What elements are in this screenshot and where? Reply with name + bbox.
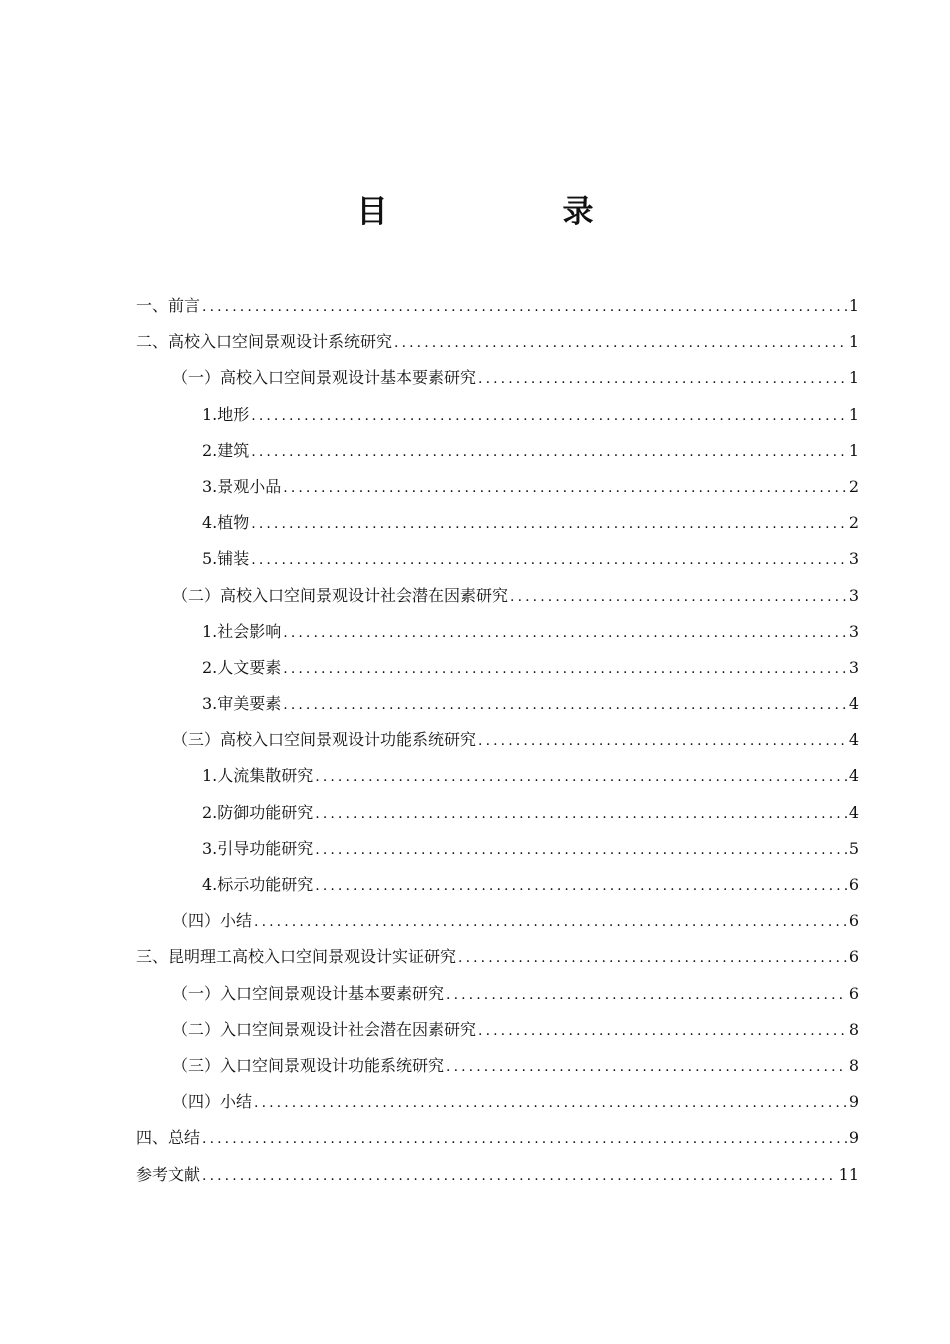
- toc-entry-text: 1.人流集散研究: [202, 766, 314, 786]
- toc-dot-leader: [478, 1013, 847, 1049]
- toc-page-number: 2: [848, 513, 859, 533]
- toc-page-number: 5: [848, 838, 859, 858]
- toc-entry-text: 二、高校入口空间景观设计系统研究: [136, 332, 393, 352]
- toc-dot-leader: [315, 868, 847, 904]
- toc-entry[interactable]: [136, 288, 859, 324]
- toc-entry[interactable]: [136, 433, 859, 469]
- toc-entry[interactable]: [136, 650, 859, 686]
- toc-entry[interactable]: [136, 578, 859, 614]
- toc-page-number: 1: [848, 440, 859, 460]
- toc-dot-leader: [394, 325, 847, 361]
- toc-entry-text: （二）高校入口空间景观设计社会潜在因素研究: [172, 585, 509, 605]
- toc-list: [136, 288, 859, 1193]
- toc-page-number: 4: [848, 766, 859, 786]
- toc-entry[interactable]: [136, 867, 859, 903]
- toc-dot-leader: [315, 796, 847, 832]
- toc-entry[interactable]: [136, 1012, 859, 1048]
- toc-entry-text: 1.社会影响: [202, 621, 282, 641]
- toc-page-number: 4: [848, 802, 859, 822]
- toc-entry[interactable]: [136, 397, 859, 433]
- toc-entry-text: 4.植物: [202, 513, 250, 533]
- toc-entry[interactable]: [136, 758, 859, 794]
- toc-dot-leader: [283, 651, 847, 687]
- toc-dot-leader: [315, 832, 847, 868]
- toc-page-number: 4: [848, 694, 859, 714]
- toc-entry[interactable]: [136, 1120, 859, 1156]
- toc-dot-leader: [283, 615, 847, 651]
- toc-entry-text: 参考文献: [136, 1164, 201, 1184]
- toc-dot-leader: [458, 940, 847, 976]
- toc-entry-text: 3.景观小品: [202, 476, 282, 496]
- toc-page-number: 3: [848, 549, 859, 569]
- toc-entry-text: （二）入口空间景观设计社会潜在因素研究: [172, 1019, 477, 1039]
- toc-page-number: 3: [848, 657, 859, 677]
- toc-dot-leader: [446, 1049, 847, 1085]
- toc-entry-text: 一、前言: [136, 296, 201, 315]
- toc-dot-leader: [283, 470, 847, 506]
- toc-dot-leader: [251, 398, 847, 434]
- toc-dot-leader: [202, 1158, 837, 1194]
- toc-page-number: 3: [848, 585, 859, 605]
- toc-entry[interactable]: [136, 360, 859, 396]
- toc-entry[interactable]: [136, 1048, 859, 1084]
- toc-dot-leader: [446, 977, 847, 1013]
- toc-entry[interactable]: [136, 541, 859, 577]
- toc-dot-leader: [478, 723, 847, 759]
- toc-page-number: 6: [848, 875, 859, 894]
- toc-dot-leader: [283, 687, 847, 723]
- toc-entry[interactable]: [136, 469, 859, 505]
- toc-entry[interactable]: [136, 939, 859, 975]
- toc-entry[interactable]: [136, 505, 859, 541]
- toc-entry[interactable]: [136, 324, 859, 360]
- toc-entry-text: （三）高校入口空间景观设计功能系统研究: [172, 730, 477, 750]
- toc-page-number: 6: [848, 983, 859, 1003]
- toc-dot-leader: [251, 506, 847, 542]
- toc-entry-text: 2.人文要素: [202, 657, 282, 677]
- toc-dot-leader: [510, 579, 847, 615]
- toc-page-number: 11: [838, 1164, 859, 1184]
- toc-page-number: 1: [848, 404, 859, 424]
- toc-page-number: 1: [848, 332, 859, 352]
- toc-dot-leader: [315, 759, 847, 795]
- toc-entry-text: 2.建筑: [202, 440, 250, 460]
- toc-entry[interactable]: [136, 831, 859, 867]
- toc-entry[interactable]: [136, 976, 859, 1012]
- toc-page-number: 8: [848, 1019, 859, 1039]
- toc-page-number: 1: [848, 296, 859, 315]
- toc-entry[interactable]: [136, 1084, 859, 1120]
- toc-dot-leader: [202, 1121, 847, 1157]
- toc-dot-leader: [202, 289, 847, 325]
- toc-page-number: 3: [848, 621, 859, 641]
- toc-title: 目 录: [356, 194, 666, 230]
- toc-entry-text: 1.地形: [202, 404, 250, 424]
- toc-dot-leader: [251, 542, 847, 578]
- toc-entry[interactable]: [136, 795, 859, 831]
- toc-entry-text: （三）入口空间景观设计功能系统研究: [172, 1055, 445, 1075]
- toc-entry-text: （四）小结: [172, 1092, 253, 1112]
- toc-entry-text: （一）高校入口空间景观设计基本要素研究: [172, 368, 477, 388]
- toc-page-number: 9: [848, 1092, 859, 1112]
- toc-page-number: 1: [848, 368, 859, 388]
- toc-entry-text: （四）小结: [172, 911, 253, 931]
- toc-entry-text: （一）入口空间景观设计基本要素研究: [172, 983, 445, 1003]
- toc-entry-text: 2.防御功能研究: [202, 802, 314, 822]
- toc-entry-text: 四、总结: [136, 1128, 201, 1148]
- toc-entry-text: 5.铺装: [202, 549, 250, 569]
- toc-page-number: 4: [848, 730, 859, 750]
- toc-entry[interactable]: [136, 686, 859, 722]
- toc-page-number: 2: [848, 476, 859, 496]
- toc-entry-text: 3.审美要素: [202, 694, 282, 714]
- toc-page-number: 9: [848, 1128, 859, 1148]
- toc-entry[interactable]: [136, 722, 859, 758]
- toc-entry-text: 三、昆明理工高校入口空间景观设计实证研究: [136, 947, 457, 967]
- toc-dot-leader: [251, 434, 847, 470]
- toc-entry[interactable]: [136, 1157, 859, 1193]
- toc-page-number: 6: [848, 947, 859, 967]
- toc-entry-text: 4.标示功能研究: [202, 875, 314, 894]
- toc-dot-leader: [478, 361, 847, 397]
- toc-entry[interactable]: [136, 614, 859, 650]
- toc-entry[interactable]: [136, 903, 859, 939]
- toc-dot-leader: [254, 1085, 847, 1121]
- toc-page-number: 6: [848, 911, 859, 931]
- toc-page-number: 8: [848, 1055, 859, 1075]
- toc-dot-leader: [254, 904, 847, 940]
- toc-entry-text: 3.引导功能研究: [202, 838, 314, 858]
